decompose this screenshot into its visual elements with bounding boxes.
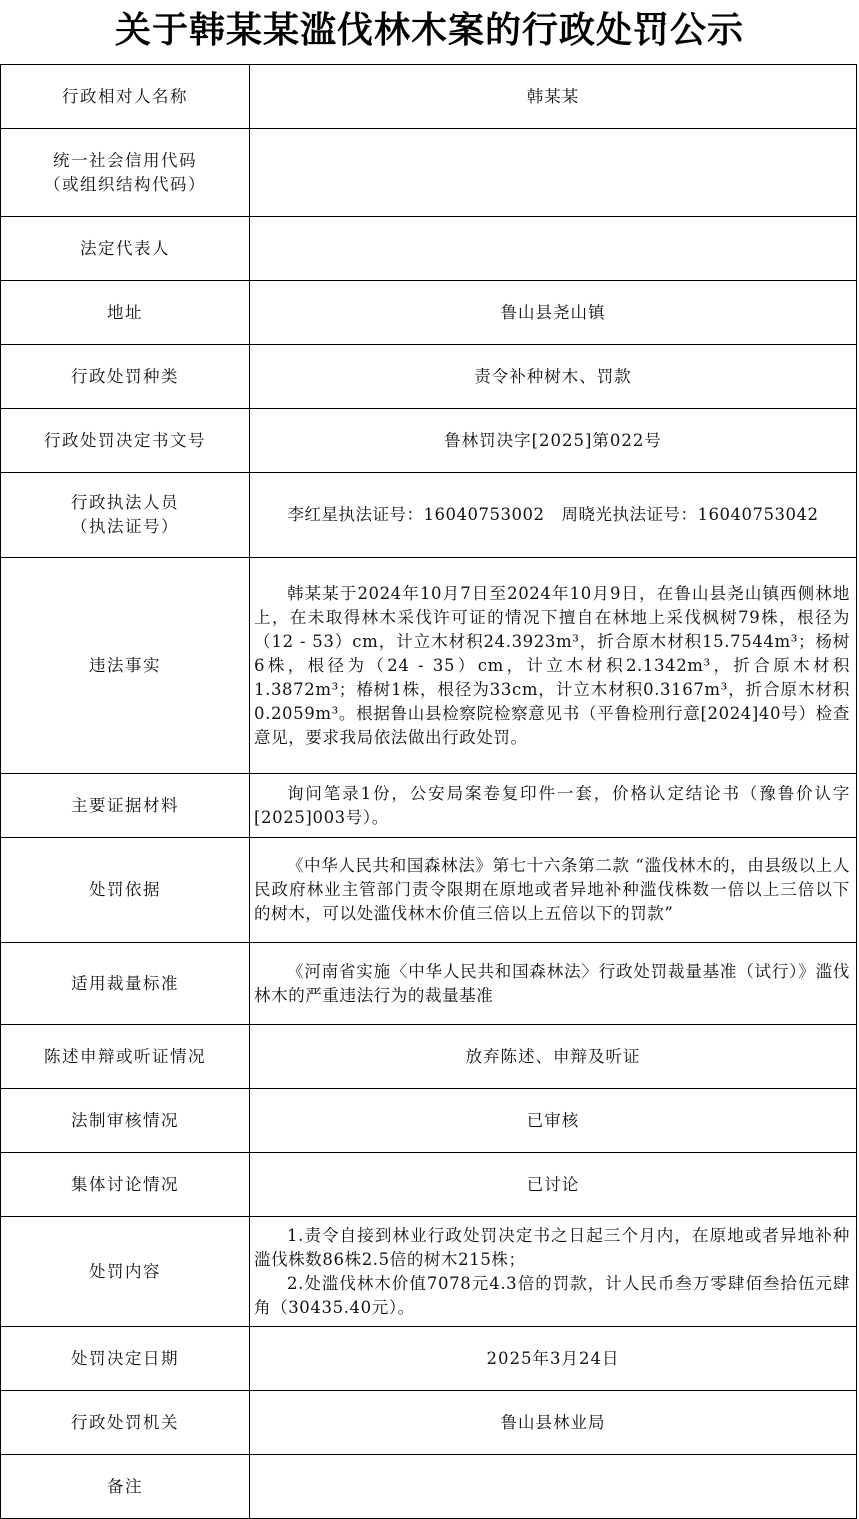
table-row: [1, 1089, 857, 1153]
table-row: [1, 473, 857, 558]
table-row: [1, 281, 857, 345]
decision-date-label: 处罚决定日期: [1, 1327, 250, 1391]
basis-label: 处罚依据: [1, 838, 250, 943]
table-row: [1, 558, 857, 774]
collective-label: 集体讨论情况: [1, 1153, 250, 1217]
evidence-paragraph: 询问笔录1份，公安局案卷复印件一套，价格认定结论书（豫鲁价认字[2025]003号）。: [254, 783, 850, 827]
standard-value: [250, 943, 857, 1025]
credit-code-label-line1: 统一社会信用代码: [53, 150, 197, 170]
party-name-value: 韩某某: [250, 65, 857, 129]
table-row: [1, 838, 857, 943]
table-row: [1, 1153, 857, 1217]
address-value: 鲁山县尧山镇: [250, 281, 857, 345]
penalty-table: [0, 64, 857, 1519]
table-row: [1, 943, 857, 1025]
decision-date-value: 2025年3月24日: [250, 1327, 857, 1391]
authority-value: 鲁山县林业局: [250, 1391, 857, 1455]
legal-review-value: 已审核: [250, 1089, 857, 1153]
penalty-type-label: 行政处罚种类: [1, 345, 250, 409]
credit-code-label: [1, 129, 250, 217]
legal-rep-label: 法定代表人: [1, 217, 250, 281]
collective-value: 已讨论: [250, 1153, 857, 1217]
page-title: 关于韩某某滥伐林木案的行政处罚公示: [114, 10, 744, 51]
content-item-2: 2.处滥伐林木价值7078元4.3倍的罚款，计人民币叁万零肆佰叁拾伍元肆角（30435.40元）。: [254, 1273, 850, 1317]
officers-value: 李红星执法证号：16040753002 周晓光执法证号：16040753042: [250, 473, 857, 558]
facts-label: 违法事实: [1, 558, 250, 774]
officers-label-line2: （执法证号）: [71, 517, 179, 536]
table-row: [1, 1391, 857, 1455]
table-row: [1, 1025, 857, 1089]
decision-no-value: 鲁林罚决字[2025]第022号: [250, 409, 857, 473]
table-row: [1, 129, 857, 217]
table-row: [1, 217, 857, 281]
table-row: [1, 345, 857, 409]
address-label: 地址: [1, 281, 250, 345]
table-row: [1, 774, 857, 838]
legal-review-label: 法制审核情况: [1, 1089, 250, 1153]
statement-value: 放弃陈述、申辩及听证: [250, 1025, 857, 1089]
table-row: [1, 65, 857, 129]
evidence-label: 主要证据材料: [1, 774, 250, 838]
authority-label: 行政处罚机关: [1, 1391, 250, 1455]
legal-rep-value: [250, 217, 857, 281]
party-name-label: 行政相对人名称: [1, 65, 250, 129]
standard-paragraph: 《河南省实施〈中华人民共和国森林法〉行政处罚裁量基准（试行）》滥伐林木的严重违法行为的裁量基准: [254, 961, 850, 1005]
basis-value: [250, 838, 857, 943]
standard-label: 适用裁量标准: [1, 943, 250, 1025]
content-label: 处罚内容: [1, 1217, 250, 1327]
table-row: [1, 1217, 857, 1327]
remarks-value: [250, 1455, 857, 1519]
facts-paragraph: 韩某某于2024年10月7日至2024年10月9日，在鲁山县尧山镇西侧林地上，在未取得林木采伐许可证的情况下擅自在林地上采伐枫树79株，根径为（12 - 53）cm，计立木材积24.3923m³，折合原木材积15.7544m³；杨树6株，根径为（24 - 35）cm，计立木材积2.1342m³，折合原木材积1.3872m³；椿树1株，根径为33cm，计立木材积0.3167m³，折合原木材积0.2059m³。根据鲁山县检察院检察意见书（平鲁检刑行意[2024]40号）检查意见，要求我局依法做出行政处罚。: [254, 583, 850, 747]
basis-paragraph: 《中华人民共和国森林法》第七十六条第二款 “滥伐林木的，由县级以上人民政府林业主管部门责令限期在原地或者异地补种滥伐株数一倍以上三倍以下的树木，可以处滥伐林木价值三倍以上五倍以下的罚款”: [254, 856, 850, 923]
decision-no-label: 行政处罚决定书文号: [1, 409, 250, 473]
remarks-label: 备注: [1, 1455, 250, 1519]
table-row: [1, 1455, 857, 1519]
credit-code-label-line2: （或组织结构代码）: [44, 174, 206, 194]
table-row: [1, 1327, 857, 1391]
evidence-value: [250, 774, 857, 838]
penalty-type-value: 责令补种树木、罚款: [250, 345, 857, 409]
table-row: [1, 409, 857, 473]
officers-label: [1, 473, 250, 558]
content-item-1: 1.责令自接到林业行政处罚决定书之日起三个月内，在原地或者异地补种滥伐株数86株2.5倍的树木215株；: [254, 1225, 850, 1269]
credit-code-value: [250, 129, 857, 217]
content-value: [250, 1217, 857, 1327]
statement-label: 陈述申辩或听证情况: [1, 1025, 250, 1089]
officers-label-line1: 行政执法人员: [71, 493, 179, 512]
facts-value: [250, 558, 857, 774]
